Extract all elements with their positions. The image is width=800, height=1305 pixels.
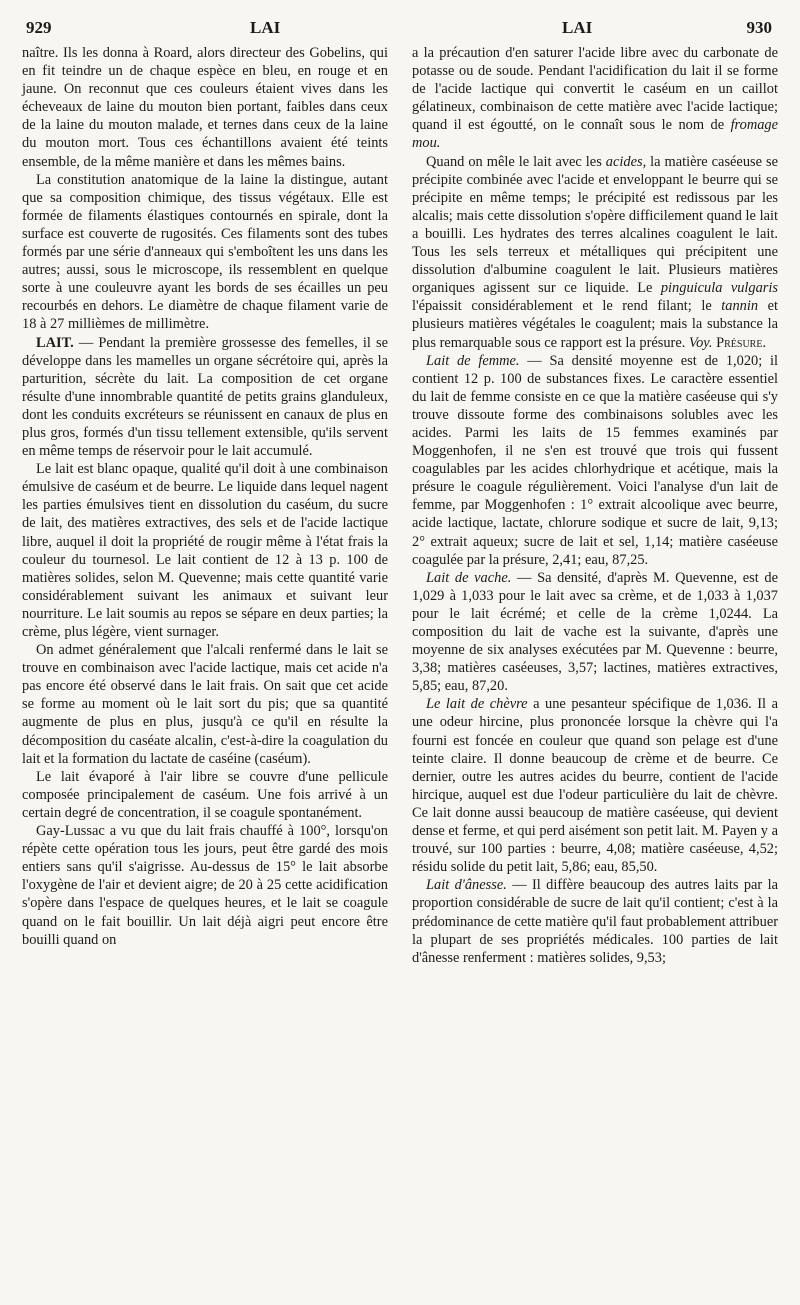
running-header bbox=[22, 10, 778, 40]
text-run: a la précaution d'en saturer l'acide libre avec du carbonate de potasse ou de soude. Pendant l'acidification du lait il se forme de l'acide lactique qui convertit le caséum en un caillot gélatineux, combinaison de cette matière avec l'acide lactique; quand il est égoutté, on le connaît sous le nom de bbox=[412, 45, 778, 134]
italic-term: pinguicula vulgaris bbox=[660, 280, 779, 297]
subentry-paragraph bbox=[412, 352, 778, 569]
text-run: — Il diffère beaucoup des autres laits par la proportion considérable de sucre de lait qu'il contient; c'est à la prédominance de cette matière qu'il faut probablement attribuer la plupart de ses propriétés médicales. 100 parties de lait d'ânesse renferment : matières solides, 9,53; bbox=[412, 877, 778, 966]
page-number-left: 929 bbox=[26, 18, 52, 37]
text-run: — Sa densité moyenne est de 1,020; il contient 12 p. 100 de substances fixes. Le caractère essentiel du lait de femme consiste en ce que la matière caséeuse qui s'y trouve dissoute forme des combinaisons solubles avec les acides. Parmi les laits de 15 femmes examinés par Moggenhofen, il ne s'en est trouvé que trois qui fussent coagulables par les acides chlorhydrique et acétique, mais la présure le coagule régulièrement. Voici l'analyse d'un lait de femme, par Moggenhofen : 1° extrait alcoolique avec beurre, acide lactique, lactate, chlorure sodique et sucre de lait, 9,13; 2° extrait aqueux; sucre de lait et sel, 1,14; matière caséeuse coagulée par la présure, 2,41; eau, 87,25. bbox=[412, 352, 778, 568]
paragraph: Le lait est blanc opaque, qualité qu'il doit à une combinaison émulsive de caséum et de beurre. Le liquide dans lequel nagent les parties émulsives tient en dissolution du caséum, du sucre de lait, des matières extractives, des sels et de l'acide lactique libre, auquel il doit la propriété de rougir même à l'état frais la couleur du tournesol. Le lait contient de 12 à 13 p. 100 de matières solides, selon M. Quevenne; mais cette quantité varie considérablement suivant les animaux et suivant leur nourriture. Le lait soumis au repos se sépare en deux parties; la crème, plus légère, vient surnager. bbox=[22, 461, 388, 640]
entry-headword: LAIT. bbox=[36, 334, 74, 351]
subentry-paragraph bbox=[412, 695, 778, 876]
guide-word-left: LAI bbox=[250, 18, 281, 37]
cross-reference-label: Voy. bbox=[688, 334, 713, 351]
text-columns bbox=[22, 44, 778, 967]
subentry-heading: Lait de femme. bbox=[426, 352, 520, 369]
text-run: et plusieurs matières végétales le coagulent; mais la substance la plus remarquable sous ce rapport est la présure. bbox=[412, 298, 779, 351]
paragraph: On admet généralement que l'alcali renfermé dans le lait se trouve en combinaison avec l'acide lactique, mais cet acide n'a pas encore été observé dans le lait frais. On sait que cet acide se forme au moment où le lait sort du pis; que sa quantité augmente de plus en plus, jusqu'à ce qu'il en résulte la décomposition du caséate alcalin, c'est-à-dire la coagulation du lait et la formation du lactate de caséine (caséum). bbox=[22, 642, 388, 767]
paragraph: Gay-Lussac a vu que du lait frais chauffé à 100°, lorsqu'on répète cette opération tous les jours, peut être gardé des mois entiers sans qu'il s'aigrisse. Au-dessus de 15° le lait absorbe l'oxygène de l'air et devient aigre; de 20 à 25 cette acidification s'opère dans l'espace de quelques heures, et le lait se coagule quand on le fait bouillir. Un lait déjà aigri peut encore être bouilli quand on bbox=[22, 823, 388, 948]
subentry-heading: Lait de vache. bbox=[426, 569, 512, 586]
subentry-paragraph bbox=[412, 876, 778, 966]
entry-paragraph bbox=[22, 334, 388, 461]
guide-word-right: LAI bbox=[562, 18, 593, 37]
text-run: , la matière caséeuse se précipite combinée avec l'acide et enveloppant le beurre qui se précipite en même temps; le précipité est redissous par les alcalis; mais cette dissolution s'opère difficilement quand le lait a bouilli. Les hydrates des terres alcalines coagulent le lait. Tous les sels terreux et métalliques qui précipitent une dissolution d'albumine coagulent le lait. Plusieurs matières organiques agissent sur ce liquide. Le bbox=[412, 153, 778, 297]
paragraph: La constitution anatomique de la laine la distingue, autant que sa composition chimique, des tissus végétaux. Elle est formée de filaments élastiques contournés en spirale, dont la surface est couverte de rugosités. Ces filaments sont des tubes formés par une série d'anneaux qui s'emboîtent les uns dans les autres; aussi, sous le microscope, ils ressemblent en quelque sorte à une couleuvre ayant les bords de ses écailles un peu recourbés en dehors. Le diamètre de chaque filament varie de 18 à 27 millièmes de millimètre. bbox=[22, 171, 388, 333]
italic-term: tannin bbox=[721, 298, 759, 315]
italic-term: fromage mou. bbox=[412, 117, 778, 152]
text-run: Quand on mêle le lait avec les bbox=[426, 153, 606, 170]
paragraph bbox=[412, 153, 778, 352]
text-run: l'épaissit considérablement et le rend filant; le bbox=[412, 298, 722, 315]
text-run: — Sa densité, d'après M. Quevenne, est de 1,029 à 1,033 pour le lait avec sa crème, et de 1,033 à 1,037 pour le lait écrémé; et celle de la crème 1,0244. La composition du lait de vache est la suivante, d'après une moyenne de six analyses exécutées par M. Quevenne : beurre, 3,38; matières caséeuses, 3,57; lactines, matières extractives, 5,85; eau, 87,20. bbox=[412, 569, 779, 695]
paragraph: Le lait évaporé à l'air libre se couvre d'une pellicule composée principalement de caséum. Une fois arrivé à un certain degré de concentration, il se coagule spontanément. bbox=[22, 768, 388, 821]
text-run: a une pesanteur spécifique de 1,036. Il a une odeur hircine, plus prononcée lorsque la chèvre qui l'a fourni est foncée en couleur que quand son pelage est d'une teinte claire. Il donne beaucoup de crème et de beurre. Ce dernier, outre les autres acides du beurre, contient de l'acide hircique, auquel est due l'odeur particulière du lait de chèvre. Ce lait donne aussi beaucoup de matière caséeuse, qui devient dense et ferme, et qui perd aisément son petit lait. M. Payen y a trouvé, sur 100 parties : beurre, 4,08; matière caséeuse, 4,52; résidu solide du petit lait, 5,86; eau, 85,50. bbox=[412, 696, 778, 876]
page-number-right: 930 bbox=[746, 18, 772, 37]
subentry-heading: Lait d'ânesse. bbox=[426, 877, 507, 894]
paragraph bbox=[412, 44, 778, 153]
subentry-heading: Le lait de chèvre bbox=[426, 696, 528, 713]
cross-reference-target: Présure. bbox=[712, 334, 767, 351]
left-column bbox=[22, 44, 388, 967]
italic-term: acides bbox=[605, 153, 643, 170]
paragraph: naître. Ils les donna à Roard, alors directeur des Gobelins, qui en fit teindre un de chaque espèce en bleu, en rouge et en jaune. On reconnut que ces couleurs étaient vives dans les écheveaux de laine du mouton bien portant, faibles dans ceux de la laine du mouton malade, et ternes dans ceux de la laine du mouton mort. Tous ces échantillons avaient été teints ensemble, de la même manière et dans les mêmes bains. bbox=[22, 45, 388, 170]
right-column bbox=[412, 44, 778, 967]
entry-text: — Pendant la première grossesse des femelles, il se développe dans les mamelles un organe sécrétoire qui, après la parturition, sécrète du lait. La composition de cet organe résulte d'une innombrable quantité de petits grains glanduleux, dont les conduits excréteurs se réunissent en canaux de plus en plus gros, formés d'un tissu tellement extensible, qu'ils servent en même temps de réservoir pour le lait accumulé. bbox=[22, 334, 388, 460]
subentry-paragraph bbox=[412, 569, 778, 696]
